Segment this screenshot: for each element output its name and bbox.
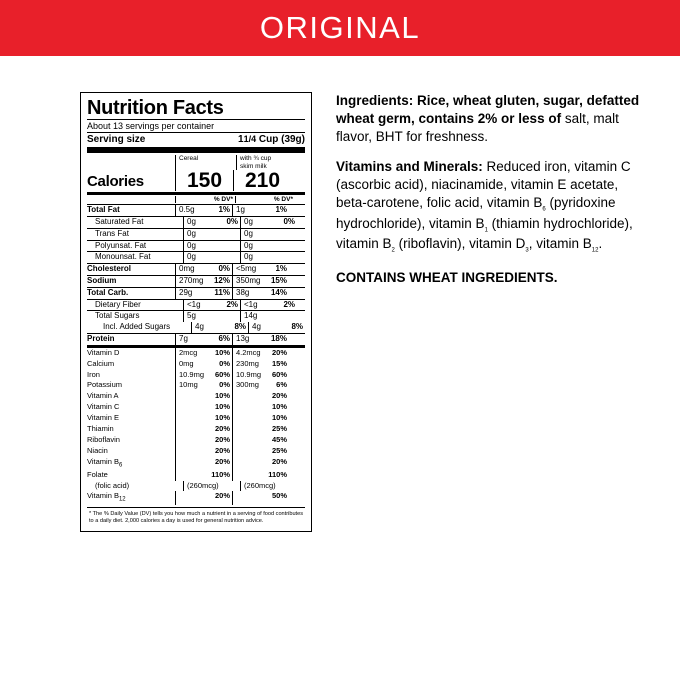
calories-cereal: 150 bbox=[175, 170, 233, 191]
table-row: Vitamin D 2mcg 10% 4.2mcg 20% bbox=[87, 347, 287, 357]
table-row: Vitamin E 10% 10% bbox=[87, 413, 287, 422]
table-row: Vitamin $B_{12}$ 20% 50% bbox=[87, 491, 287, 503]
serving-size-label: Serving size bbox=[87, 134, 146, 146]
table-row: Iron 10.9mg 60% 10.9mg 60% bbox=[87, 369, 287, 379]
table-row: Potassium 10mg 0% 300mg 6% bbox=[87, 380, 287, 390]
serving-size-value: 11/4 Cup (39g) bbox=[238, 134, 305, 146]
dv-header-cereal: % DV* bbox=[175, 196, 235, 203]
table-row: Vitamin A 10% 20% bbox=[87, 391, 287, 401]
vitamin-b6-label: Vitamin $B_6$ bbox=[87, 456, 123, 468]
ingredients-section bbox=[336, 92, 648, 287]
calories-row bbox=[87, 170, 305, 192]
column-headers bbox=[87, 153, 305, 170]
table-row: (folic acid) (260mcg) (260mcg) bbox=[87, 481, 305, 492]
table-row: Protein 7g 6% 13g 18% bbox=[87, 333, 305, 345]
page-content bbox=[0, 56, 680, 532]
table-row: Calcium 0mg 0% 230mg 15% bbox=[87, 358, 287, 368]
daily-value-header-row bbox=[87, 195, 305, 204]
table-row: Incl. Added Sugars 4g 8% 4g 8% bbox=[103, 322, 303, 332]
ingredients-heading: Ingredients: bbox=[336, 93, 414, 108]
ingredients-bold-text: Rice, wheat gluten, sugar, defatted wheat germ, contains 2% or less of bbox=[336, 93, 640, 126]
serving-size-row bbox=[87, 133, 305, 147]
column-header-cereal: Cereal bbox=[175, 155, 236, 170]
ingredients-paragraph bbox=[336, 92, 648, 145]
table-row: Polyunsat. Fat 0g 0g bbox=[87, 240, 305, 252]
vitamin-b12-label: Vitamin $B_{12}$ bbox=[87, 491, 126, 503]
table-row: Riboflavin 20% 45% bbox=[87, 434, 287, 444]
nutrition-facts-panel bbox=[80, 92, 312, 532]
header-banner bbox=[0, 0, 680, 56]
table-row: Total Carb. 29g 11% 38g 14% bbox=[87, 287, 305, 299]
vitamins-minerals-heading: Vitamins and Minerals: bbox=[336, 159, 483, 175]
vitamins-minerals-paragraph bbox=[336, 158, 648, 255]
daily-value-footnote: * The % Daily Value (DV) tells you how much a nutrient in a serving of food contributes to a daily diet. 2,000 calories a day is used for general nutrition advice. bbox=[89, 510, 304, 525]
table-row: Folate 110% 110% bbox=[87, 469, 287, 479]
dv-header-with-milk: % DV* bbox=[235, 196, 295, 203]
table-row: Dietary Fiber <1g 2% <1g 2% bbox=[87, 299, 305, 311]
table-row: Total Fat 0.5g 1% 1g 1% bbox=[87, 204, 305, 216]
vitamins-minerals-text: Reduced iron, vitamin C (ascorbic acid), niacinamide, vitamin E acetate, beta-carotene, folic acid, vitamin $B_6$ (pyridoxine hydrochloride), vitamin $B_1$ (thiamin hydrochloride), vitamin $B_2$ (riboflavin), vitamin $D_3$, vitamin $B_{12}$. bbox=[336, 159, 633, 254]
table-row: Niacin 20% 25% bbox=[87, 445, 287, 455]
table-row: Thiamin 20% 25% bbox=[87, 423, 287, 433]
nutrition-facts-title: Nutrition Facts bbox=[87, 97, 224, 119]
calories-with-milk: 210 bbox=[233, 170, 291, 191]
table-row: Vitamin $B_6$ 20% 20% bbox=[87, 456, 287, 468]
column-header-with-milk: with ¾ cup skim milk bbox=[236, 155, 297, 170]
contains-allergen-statement: CONTAINS WHEAT INGREDIENTS. bbox=[336, 269, 558, 285]
ingredients-rest-text: salt, malt flavor, BHT for freshness. bbox=[336, 110, 619, 144]
table-row: Sodium 270mg 12% 350mg 15% bbox=[87, 275, 305, 287]
table-row: Vitamin C 10% 10% bbox=[87, 402, 287, 412]
servings-per-container: About 13 servings per container bbox=[87, 121, 215, 131]
table-row: Monounsat. Fat 0g 0g bbox=[87, 251, 305, 263]
banner-title: ORIGINAL bbox=[259, 10, 421, 45]
table-row: Total Sugars 5g 14g bbox=[87, 310, 305, 322]
calories-label: Calories bbox=[87, 173, 144, 191]
table-row: Trans Fat 0g 0g bbox=[87, 228, 305, 240]
table-row: Saturated Fat 0g 0% 0g 0% bbox=[87, 216, 305, 228]
serving-size-fraction: 1/4 bbox=[243, 134, 257, 145]
table-row: Cholesterol 0mg 0% <5mg 1% bbox=[87, 263, 305, 275]
